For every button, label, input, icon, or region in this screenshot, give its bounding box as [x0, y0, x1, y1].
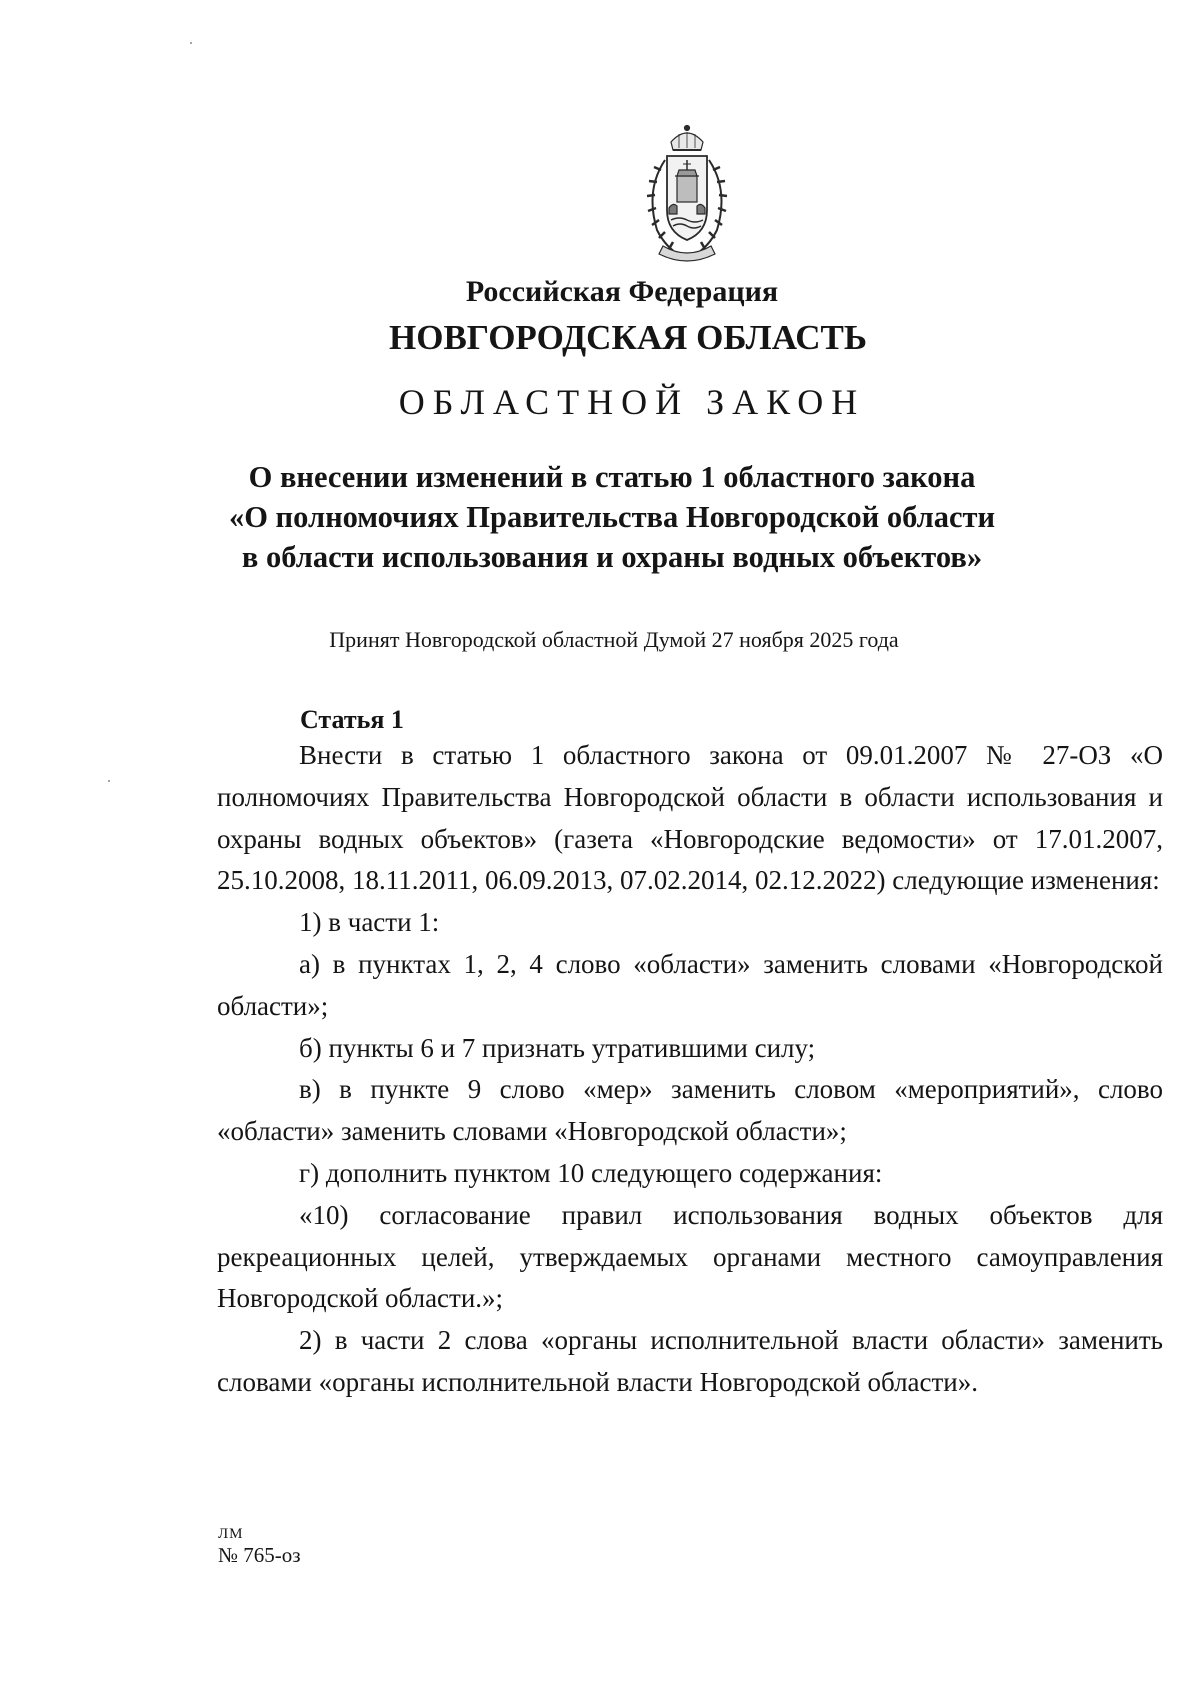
region-name: НОВГОРОДСКАЯ ОБЛАСТЬ [389, 318, 867, 357]
article-paragraph: б) пункты 6 и 7 признать утратившими силу; [299, 1032, 816, 1063]
article-heading: Статья 1 [300, 705, 404, 734]
article-paragraph: 2) в части 2 слова «органы исполнительной власти области» заменить словами «органы исполнительной власти Новгородской области». [217, 1325, 1163, 1397]
article-paragraph: 1) в части 1: [299, 907, 440, 938]
law-title [12, 457, 1200, 577]
adoption-note: Принят Новгородской областной Думой 27 ноября 2025 года [329, 627, 899, 652]
law-title-line: в области использования и охраны водных объектов» [241, 540, 983, 574]
article-paragraph: г) дополнить пунктом 10 следующего содержания: [299, 1157, 883, 1188]
executor-initials: ЛМ [218, 1526, 244, 1542]
article-paragraph: Внести в статью 1 областного закона от 09.01.2007 № 27-ОЗ «О полномочиях Правительства Новгородской области в области использования и охраны водных объектов» (газета «Новгородские ведомости» от 17.01.2007, 25.10.2008, 18.11.2011, 06.09.2013, 07.02.2014, 02.12.2022) следующие изменения: [217, 740, 1163, 896]
country-name: Российская Федерация [465, 275, 779, 308]
coat-of-arms-icon [627, 120, 747, 270]
law-title-line: «О полномочиях Правительства Новгородской области [228, 500, 996, 534]
article-paragraph: в) в пункте 9 слово «мер» заменить словом «мероприятий», слово «области» заменить словами «Новгородской области»; [217, 1074, 1163, 1147]
article-body [217, 735, 1163, 1404]
scan-speck [190, 42, 192, 44]
document-footer [218, 1525, 301, 1567]
law-number: № 765-оз [218, 1543, 301, 1567]
scan-speck [108, 780, 110, 782]
law-title-line: О внесении изменений в статью 1 областного закона [248, 460, 976, 494]
article-paragraph: «10) согласование правил использования водных объектов для рекреационных целей, утверждаемых органами местного самоуправления Новгородской области.»; [217, 1199, 1163, 1314]
article-paragraph: а) в пунктах 1, 2, 4 слово «области» заменить словами «Новгородской области»; [217, 948, 1163, 1021]
document-type: ОБЛАСТНОЙ ЗАКОН [398, 382, 866, 422]
